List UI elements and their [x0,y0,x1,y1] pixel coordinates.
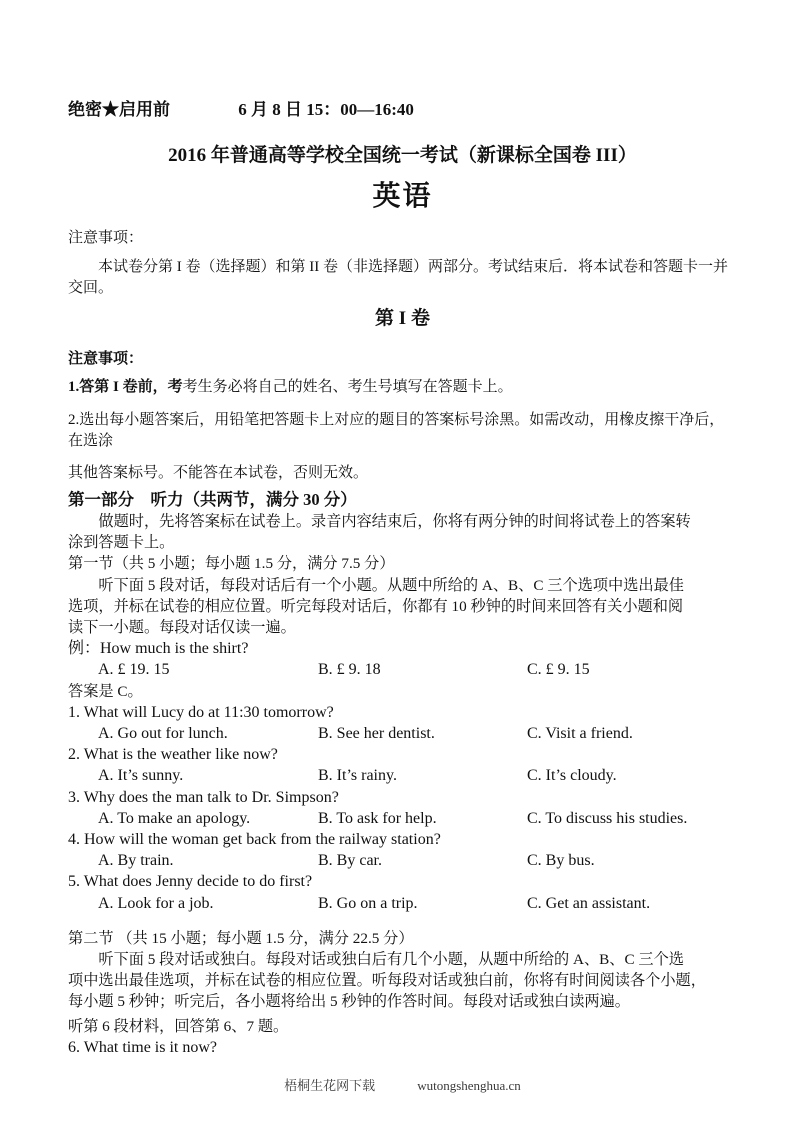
notice2-label: 注意事项： [68,351,144,367]
question-options [68,765,737,786]
volume1-heading: 第 I 卷 [375,308,430,329]
section2-instruction-line3: 每小题 5 秒钟；听完后，各小题将给出 5 秒钟的作答时间。每段对话或独白读两遍。 [68,993,630,1011]
section2-instruction-line1: 听下面 5 段对话或独白。每段对话或独白后有几个小题，从题中所给的 A、B、C 三个选 [98,951,684,969]
section1-instruction-line3: 读下一小题。每段对话仅读一遍。 [68,619,296,637]
option-b: B. It’s rainy. [318,767,397,785]
question-options [68,893,737,914]
question-item-5 [68,871,737,913]
example-option-b: B. £ 9. 18 [318,661,381,679]
notice2-item2-line2: 其他答案标号。不能答在本试卷，否则无效。 [68,465,369,481]
question-text: 1. What will Lucy do at 11:30 tomorrow? [68,703,334,721]
option-a: A. By train. [98,852,174,870]
question-item-2 [68,744,737,786]
option-b: B. Go on a trip. [318,894,418,912]
confidential-label: 绝密★启用前 [68,100,170,119]
exam-title: 2016 年普通高等学校全国统一考试（新课标全国卷 III） [168,145,637,166]
notice1-label: 注意事项： [68,230,144,246]
question-options [68,850,737,871]
notice2-item2-line1: 2.选出每小题答案后，用铅笔把答题卡上对应的题目的答案标号涂黑。如需改动，用橡皮擦干净后，在选涂 [68,412,725,449]
question-item-3 [68,787,737,829]
section1-instruction-line1: 听下面 5 段对话，每段对话后有一个小题。从题中所给的 A、B、C 三个选项中选出最佳 [98,576,684,594]
option-c: C. Visit a friend. [527,725,633,743]
notice2-item1-rest: 考生务必将自己的姓名、考生号填写在答题卡上。 [182,379,513,395]
notice1-body: 本试卷分第 I 卷（选择题）和第 II 卷（非选择题）两部分。考试结束后．将本试卷和答题卡一并交回。 [68,259,728,296]
example-option-c: C. £ 9. 15 [527,661,590,679]
option-c: C. By bus. [527,852,595,870]
question-text: 4. How will the woman get back from the railway station? [68,831,441,849]
option-c: C. To discuss his studies. [527,809,688,827]
exam-datetime: 6 月 8 日 15：00—16:40 [238,100,414,119]
question-text: 2. What is the weather like now? [68,746,278,764]
example-option-a: A. £ 19. 15 [98,661,170,679]
part1-intro-line2: 涂到答题卡上。 [68,534,175,552]
question-item-4 [68,829,737,871]
question-options [68,808,737,829]
option-a: A. Go out for lunch. [98,725,228,743]
question-text: 5. What does Jenny decide to do first? [68,873,313,891]
section1-instruction-line2: 选项，并标在试卷的相应位置。听完每段对话后，你都有 10 秒钟的时间来回答有关小题和阅 [68,597,684,615]
option-b: B. To ask for help. [318,809,437,827]
page-footer [68,1077,737,1095]
option-a: A. It’s sunny. [98,767,184,785]
section1-heading: 第一节（共 5 小题；每小题 1.5 分，满分 7.5 分） [68,555,395,573]
option-c: C. It’s cloudy. [527,767,617,785]
question-6-text: 6. What time is it now? [68,1038,218,1056]
option-c: C. Get an assistant. [527,894,651,912]
example-answer: 答案是 C。 [68,682,143,700]
footer-site-name: 梧桐生花网下载 [284,1078,376,1094]
notice2-item1 [68,377,737,398]
section2-instruction-line2: 项中选出最佳选项，并标在试卷的相应位置。听每段对话或独白前，你将有时间阅读各个小题， [68,972,706,990]
part1-heading: 第一部分 听力（共两节，满分 30 分） [68,490,357,509]
footer-site-url: wutongshenghua.cn [417,1078,521,1094]
question-item-1 [68,702,737,744]
section2-material-intro: 听第 6 段材料，回答第 6、7 题。 [68,1017,289,1035]
section2-heading: 第二节 （共 15 小题；每小题 1.5 分，满分 22.5 分） [68,929,414,947]
subject-title: 英语 [372,181,433,212]
option-a: A. To make an apology. [98,809,251,827]
notice2-item1-bold: 1.答第 I 卷前，考 [68,379,183,395]
option-b: B. See her dentist. [318,725,435,743]
part1-intro-line1: 做题时，先将答案标在试卷上。录音内容结束后，你将有两分钟的时间将试卷上的答案转 [98,513,691,530]
example-question: 例：How much is the shirt? [68,640,249,658]
question-options [68,723,737,744]
option-b: B. By car. [318,852,382,870]
example-options [68,659,737,680]
option-a: A. Look for a job. [98,894,214,912]
question-text: 3. Why does the man talk to Dr. Simpson? [68,788,339,806]
exam-header [68,98,737,121]
